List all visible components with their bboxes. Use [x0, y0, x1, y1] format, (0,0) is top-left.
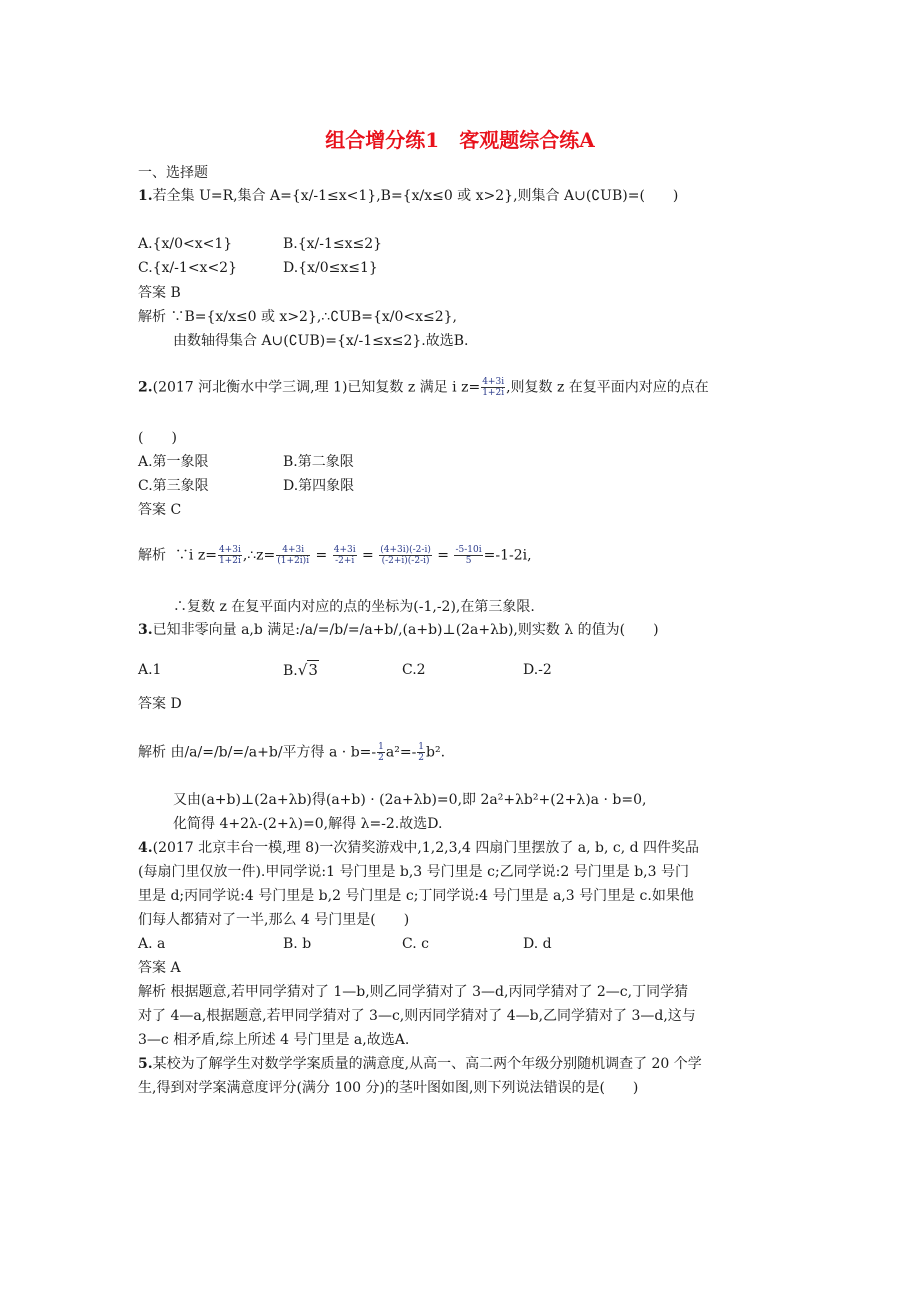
fraction-denominator: (1+2i)i — [277, 556, 310, 566]
math-text: = — [362, 547, 374, 564]
question-text: 若全集 U=R,集合 A={x/-1≤x<1},B={x/x≤0 或 x>2},则集合 A∪(∁UB)=( ) — [152, 188, 679, 204]
math-text: ,∴z= — [242, 547, 276, 564]
fraction — [481, 377, 505, 398]
fraction-denominator: 5 — [465, 556, 472, 566]
question-text: (每扇门里仅放一件).甲同学说:1 号门里是 b,3 号门里是 c;乙同学说:2 号门里是 b,3 号门 — [138, 864, 689, 880]
fraction — [417, 742, 425, 763]
option-a: A. a — [138, 936, 166, 952]
option-d: D.第四象限 — [283, 478, 355, 494]
fraction — [276, 545, 310, 566]
question-number: 3. — [138, 622, 153, 638]
option-b: B.{x/-1≤x≤2} — [283, 236, 383, 252]
fraction-numerator: 4+3i — [333, 545, 356, 555]
fraction-numerator: 1 — [418, 742, 425, 752]
fraction — [377, 742, 385, 763]
section-heading: 一、选择题 — [138, 165, 208, 181]
question-text: (2017 河北衡水中学三调,理 1)已知复数 z 满足 i z= — [152, 379, 481, 396]
option-label: B. — [283, 663, 298, 679]
solution-line: 化简得 4+2λ-(2+λ)=0,解得 λ=-2.故选D. — [173, 816, 443, 832]
fraction-denominator: 2 — [418, 753, 425, 763]
answer: 答案 D — [138, 696, 182, 712]
option-c: C. c — [402, 936, 429, 952]
solution-line: 由数轴得集合 A∪(∁UB)={x/-1≤x≤2}.故选B. — [173, 333, 469, 349]
solution-line: 3—c 相矛盾,综上所述 4 号门里是 a,故选A. — [138, 1032, 410, 1048]
question-2 — [138, 377, 709, 398]
answer: 答案 B — [138, 285, 181, 301]
option-a: A.1 — [138, 662, 162, 678]
option-c: C.2 — [402, 662, 426, 678]
question-3 — [138, 620, 659, 640]
sqrt-radicand: 3 — [308, 661, 318, 679]
question-number: 2. — [138, 379, 153, 396]
fraction-numerator: -5-10i — [455, 545, 482, 555]
option-c: C.第三象限 — [138, 478, 209, 494]
math-text: = — [315, 547, 328, 564]
math-text: b². — [426, 744, 446, 761]
solution-label: 解析 — [138, 547, 166, 564]
question-text: ,则复数 z 在复平面内对应的点在 — [506, 379, 709, 396]
math-text: = — [437, 547, 450, 564]
question-number: 1. — [138, 188, 153, 204]
fraction — [333, 545, 357, 566]
fraction — [379, 545, 432, 566]
option-b: B. b — [283, 936, 312, 952]
option-c: C.{x/-1<x<2} — [138, 260, 237, 276]
solution-line: 又由(a+b)⊥(2a+λb)得(a+b) · (2a+λb)=0,即 2a²+λb²+(2+λ)a · b=0, — [173, 792, 647, 808]
option-d: D.{x/0≤x≤1} — [283, 260, 378, 276]
solution-line: 解析 根据题意,若甲同学猜对了 1—b,则乙同学猜对了 3—d,丙同学猜对了 2—c,丁同学猜 — [138, 984, 689, 1000]
math-text: ∵i z= — [174, 547, 217, 564]
fraction-denominator: 2 — [378, 753, 384, 763]
question-text: (2017 北京丰台一模,理 8)一次猜奖游戏中,1,2,3,4 四扇门里摆放了 a, b, c, d 四件奖品 — [152, 840, 700, 856]
math-text: a²=- — [385, 744, 417, 761]
question-text: 生,得到对学案满意度评分(满分 100 分)的茎叶图如图,则下列说法错误的是( ) — [138, 1080, 639, 1096]
fraction-denominator: -2+i — [335, 556, 355, 566]
answer: 答案 C — [138, 502, 182, 518]
option-d: D.-2 — [523, 662, 552, 678]
question-text: 里是 d;丙同学说:4 号门里是 b,2 号门里是 c;丁同学说:4 号门里是 a,3 号门里是 c.如果他 — [138, 888, 694, 904]
solution-line: 对了 4—a,根据题意,若甲同学猜对了 3—c,则丙同学猜对了 4—b,乙同学猜对了 3—d,这与 — [138, 1008, 696, 1024]
fraction-numerator: 4+3i — [218, 545, 241, 555]
question-text: 已知非零向量 a,b 满足:/a/=/b/=/a+b/,(a+b)⊥(2a+λb),则实数 λ 的值为( ) — [152, 622, 659, 638]
option-a: A.第一象限 — [138, 454, 209, 470]
fraction-denominator: (-2+i)(-2-i) — [381, 556, 430, 566]
answer-paren: ( ) — [138, 430, 177, 446]
solution-line — [138, 545, 532, 566]
question-number: 5. — [138, 1056, 153, 1072]
solution-line: ∴复数 z 在复平面内对应的点的坐标为(-1,-2),在第三象限. — [173, 599, 535, 615]
fraction-numerator: 4+3i — [276, 545, 310, 556]
fraction-numerator: 1 — [378, 742, 384, 752]
sqrt-symbol: √3 — [297, 661, 318, 679]
fraction — [218, 545, 242, 566]
math-text: 解析 由/a/=/b/=/a+b/平方得 a · b=- — [138, 744, 377, 761]
question-5 — [138, 1054, 702, 1074]
solution-line: 解析 ∵B={x/x≤0 或 x>2},∴∁UB={x/0<x≤2}, — [138, 309, 457, 325]
question-1 — [138, 186, 678, 206]
fraction-numerator: (4+3i)(-2-i) — [380, 545, 431, 555]
fraction-denominator: 1+2i — [482, 388, 505, 398]
answer: 答案 A — [138, 960, 181, 976]
solution-line — [138, 742, 445, 763]
question-4 — [138, 838, 699, 858]
fraction-denominator: 1+2i — [218, 556, 241, 566]
page-title: 组合增分练1 客观题综合练A — [325, 128, 595, 152]
option-b — [283, 660, 319, 681]
fraction — [454, 545, 482, 566]
fraction-numerator: 4+3i — [482, 377, 505, 387]
math-text: =-1-2i, — [483, 547, 532, 564]
option-d: D. d — [523, 936, 552, 952]
option-b: B.第二象限 — [283, 454, 354, 470]
question-number: 4. — [138, 840, 153, 856]
question-text: 们每人都猜对了一半,那么 4 号门里是( ) — [138, 912, 410, 928]
option-a: A.{x/0<x<1} — [138, 236, 233, 252]
question-text: 某校为了解学生对数学学案质量的满意度,从高一、高二两个年级分别随机调查了 20 个学 — [152, 1056, 702, 1072]
